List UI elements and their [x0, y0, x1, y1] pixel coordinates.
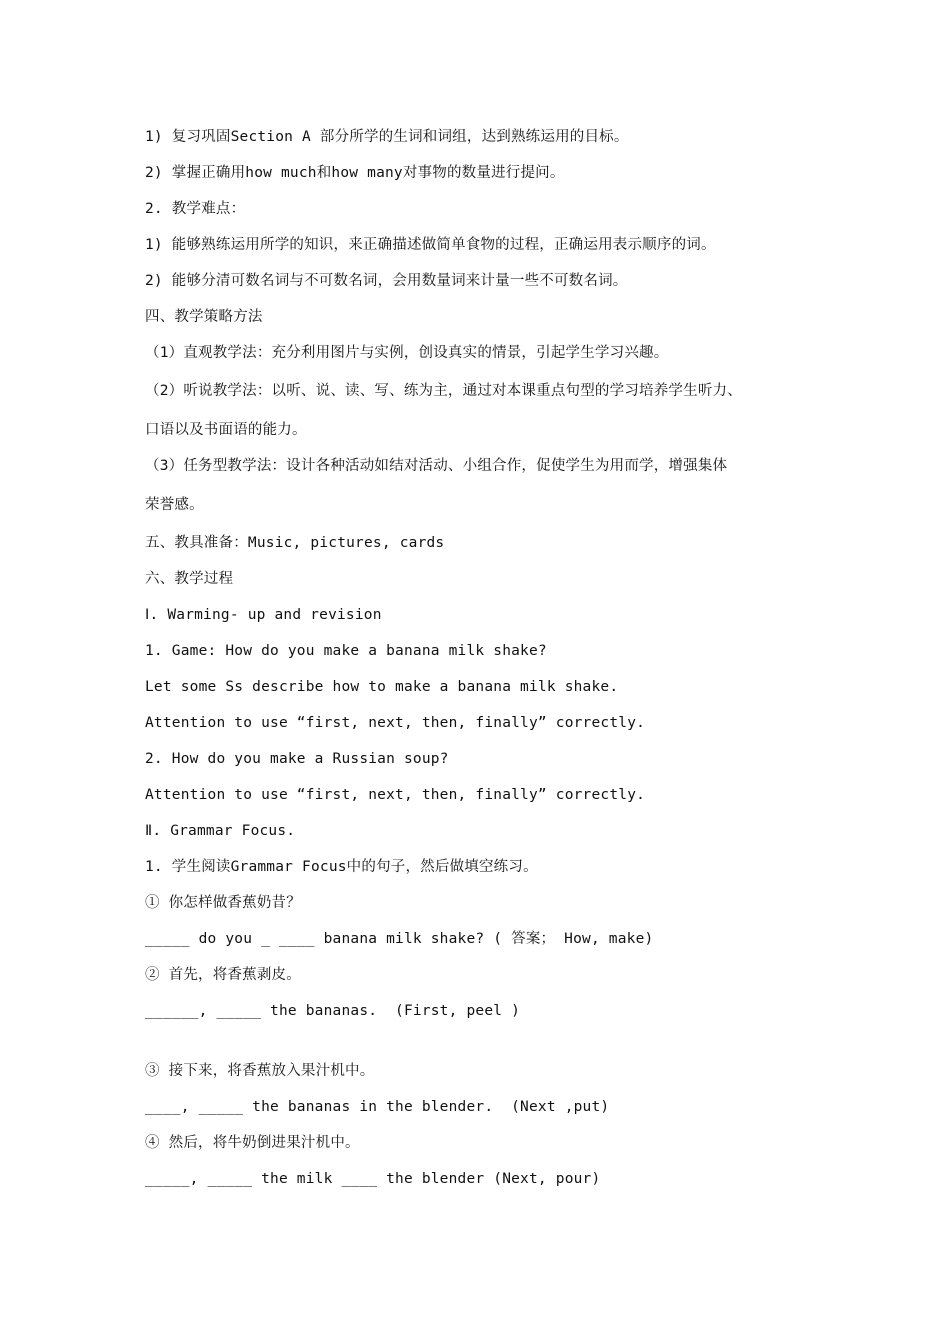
exercise-3-blank: ____, _____ the bananas in the blender. (Next ,put): [145, 1099, 610, 1115]
objective-line-1: 1) 复习巩固Section A 部分所学的生词和词组，达到熟练运用的目标。: [145, 129, 629, 145]
difficulty-line-1: 1) 能够熟练运用所学的知识，来正确描述做简单食物的过程，正确运用表示顺序的词。: [145, 237, 716, 253]
section-heading-process: 六、教学过程: [145, 571, 234, 587]
attention-line-2: Attention to use “first, next, then, finally” correctly.: [145, 787, 646, 803]
objective-line-2: 2) 掌握正确用how much和how many对事物的数量进行提问。: [145, 165, 565, 181]
russian-soup-line: 2. How do you make a Russian soup?: [145, 751, 449, 767]
step-grammar-focus: Ⅱ. Grammar Focus.: [145, 823, 296, 839]
section-heading-strategy: 四、教学策略方法: [145, 309, 263, 325]
exercise-1-blank: _____ do you _ ____ banana milk shake? ( 答案； How, make): [145, 931, 654, 947]
exercise-3-prompt: ③ 接下来，将香蕉放入果汁机中。: [145, 1063, 375, 1079]
describe-line: Let some Ss describe how to make a banana milk shake.: [145, 679, 619, 695]
strategy-line-1: （1）直观教学法：充分利用图片与实例，创设真实的情景，引起学生学习兴趣。: [145, 345, 669, 361]
strategy-line-3: （3）任务型教学法：设计各种活动如结对活动、小组合作，促使学生为用而学，增强集体: [145, 458, 728, 474]
exercise-2-blank: ______, _____ the bananas. (First, peel ): [145, 1003, 521, 1019]
strategy-line-2-cont: 口语以及书面语的能力。: [145, 422, 307, 438]
exercise-4-prompt: ④ 然后，将牛奶倒进果汁机中。: [145, 1135, 360, 1151]
strategy-line-2: （2）听说教学法：以听、说、读、写、练为主，通过对本课重点句型的学习培养学生听力、: [145, 383, 742, 399]
difficulty-line-2: 2) 能够分清可数名词与不可数名词，会用数量词来计量一些不可数名词。: [145, 273, 628, 289]
section-heading-materials: 五、教具准备：Music, pictures, cards: [145, 535, 445, 551]
exercise-4-blank: _____, _____ the milk ____ the blender (Next, pour): [145, 1171, 601, 1187]
strategy-line-3-cont: 荣誉感。: [145, 497, 204, 513]
difficulty-heading: 2. 教学难点：: [145, 201, 246, 217]
grammar-instruction: 1. 学生阅读Grammar Focus中的句子，然后做填空练习。: [145, 859, 538, 875]
game-line: 1. Game: How do you make a banana milk shake?: [145, 643, 547, 659]
exercise-2-prompt: ② 首先，将香蕉剥皮。: [145, 967, 301, 983]
attention-line-1: Attention to use “first, next, then, finally” correctly.: [145, 715, 646, 731]
exercise-1-prompt: ① 你怎样做香蕉奶昔？: [145, 895, 301, 911]
step-warming-up: Ⅰ. Warming- up and revision: [145, 607, 382, 623]
